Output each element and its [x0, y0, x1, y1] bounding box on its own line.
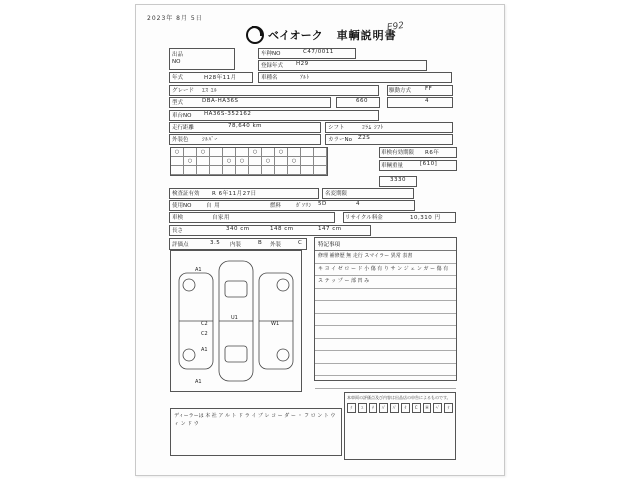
use-label: 使用NO [172, 203, 192, 209]
legal-equipment-icon: H [423, 403, 432, 413]
legal-equipment-icon: C [412, 403, 421, 413]
car-outline-icon [171, 251, 301, 391]
legal-equipment-icon: ﾅ [444, 403, 453, 413]
usage-label: 名変期限 [325, 191, 348, 197]
grade-box [169, 85, 379, 96]
inspection-value: R6年 [425, 150, 440, 156]
equipment-cell [223, 148, 236, 157]
brand-name: ベイオーク [268, 29, 323, 42]
dealer-text: ディーラーは 本 社 ア ル ト ド ラ イ ブ レ コ ー ダ ー ・ フ ロ ン ト ウ ィ ン ド ウ [174, 413, 336, 427]
equipment-cell: ○ [184, 157, 197, 166]
length-value: 340 cm [226, 226, 250, 232]
mileage-value: 78,640 km [228, 123, 263, 129]
owner-label: 車検 [172, 215, 184, 221]
mark-front-left: A1 [195, 267, 202, 273]
mark-left-upper: C2 [201, 321, 208, 327]
equipment-cell: ○ [288, 157, 301, 166]
dealer-box [170, 408, 342, 456]
mark-left-lower: C2 [201, 331, 208, 337]
use-value: 自 用 [206, 203, 221, 209]
inspection-label: 車検有効期限 [381, 150, 415, 156]
legal-equipment-icon: ﾍﾞ [433, 403, 442, 413]
owner-box [169, 212, 335, 223]
legal-equipment-icon: ﾊﾟ [379, 403, 388, 413]
weight-value: [610] [420, 161, 438, 167]
model-label: 登録年式 [261, 63, 284, 69]
equipment-cell: ○ [236, 157, 249, 166]
seat-value: 4 [425, 98, 429, 104]
car-damage-diagram [170, 250, 302, 392]
document-title: 車輌説明書 [336, 29, 397, 42]
length-label: 長さ [172, 228, 184, 234]
equipment-cell: ○ [262, 157, 275, 166]
document-date: 2023年 8月 5日 [147, 15, 203, 22]
legal-equipment-icon: ﾃ [369, 403, 378, 413]
notes-row [315, 339, 456, 352]
fuel-label: 燃料 [270, 203, 282, 209]
colorno-label: カラーNo [328, 137, 352, 143]
legal-equipment-icon: ﾊﾟ [390, 403, 399, 413]
inspect-date-label: 検査証有効 [172, 191, 200, 197]
vehicle-value: ｱﾙﾄ [300, 75, 310, 81]
chassis-box [169, 110, 379, 121]
recycle-value: 10,310 円 [410, 215, 441, 221]
drive-value: FF [425, 86, 433, 92]
equipment-cell [197, 157, 210, 166]
notes-row [315, 289, 456, 302]
stock-label: 车种NO [261, 51, 281, 57]
fuel-value: ｶﾞｿﾘﾝ [296, 203, 312, 209]
mark-center: U1 [231, 315, 238, 321]
color-label: 外装色 [172, 137, 189, 143]
legal-equipment-icon: ﾅ [347, 403, 356, 413]
equipment-cell [210, 166, 223, 175]
notes-panel [314, 237, 457, 381]
mark-left-mid: A1 [201, 347, 208, 353]
equipment-cell [288, 148, 301, 157]
stock-value: C47/0011 [303, 49, 334, 55]
exterior-value: C [298, 240, 303, 246]
equipment-cell [171, 166, 184, 175]
lot-label: 出品 [172, 52, 184, 58]
year-value: H28年11月 [204, 75, 237, 81]
chassis-value: HA36S-352162 [204, 111, 252, 117]
equipment-cell [210, 157, 223, 166]
legal-equipment-icon: ﾀ [401, 403, 410, 413]
notes-row [315, 326, 456, 339]
equipment-cell: ○ [275, 148, 288, 157]
inspect-date-value: R 6年11月27日 [212, 191, 257, 197]
equipment-cell: ○ [197, 148, 210, 157]
height-value: 147 cm [318, 226, 342, 232]
shift-label: シフト [328, 125, 345, 131]
interior-value: B [258, 240, 263, 246]
equipment-cell [171, 157, 184, 166]
equipment-cell [301, 157, 314, 166]
equipment-cell [275, 166, 288, 175]
legal-equipment-icon: ｴ [358, 403, 367, 413]
seat-box [387, 97, 453, 108]
equipment-cell [236, 166, 249, 175]
no-label: NO [172, 59, 181, 65]
equipment-cell [275, 157, 288, 166]
equipment-cell [249, 157, 262, 166]
notes-row [315, 351, 456, 364]
vehicle-box [258, 72, 452, 83]
grade-value: ｴｽ ｴﾙ [202, 88, 218, 94]
notes-row [315, 364, 456, 377]
equipment-cell [223, 166, 236, 175]
equipment-cell [314, 157, 327, 166]
type-value: DBA-HA36S [202, 98, 239, 104]
notes-row: ス テ ッ プ ー 部 凹 み [315, 276, 456, 289]
equipment-cell [184, 166, 197, 175]
equipment-cell [301, 148, 314, 157]
notes-row [315, 301, 456, 314]
notes-header: 特記事項 [315, 238, 456, 251]
legal-text: 本車両の評価点及び内容は出品店の申告によるものです。 [347, 395, 451, 400]
equipment-cell [184, 148, 197, 157]
mark-rear: A1 [195, 379, 202, 385]
type-box [169, 97, 331, 108]
equipment-cell [262, 148, 275, 157]
evaluation-score: 3.5 [210, 240, 221, 246]
equipment-cell [314, 166, 327, 175]
equipment-cell: ○ [171, 148, 184, 157]
notes-row [315, 376, 456, 389]
mileage-label: 走行距離 [172, 125, 195, 131]
equipment-cell [197, 166, 210, 175]
equipment-cell [249, 166, 262, 175]
legal-icons [347, 403, 453, 413]
header-logo [246, 26, 397, 44]
mark-right-mid: W1 [271, 321, 280, 327]
seat-count-value: 4 [356, 201, 360, 207]
equipment-cell [314, 148, 327, 157]
weight-label: 車輌重量 [381, 163, 404, 169]
vehicle-label: 車種名 [261, 75, 278, 81]
displacement-value: 660 [356, 98, 368, 104]
handwritten-note: E92 [386, 20, 405, 34]
equipment-cell [210, 148, 223, 157]
owner-value: 自家用 [212, 215, 231, 221]
recycle-label: リサイクル料金 [345, 215, 383, 221]
equipment-cell: ○ [223, 157, 236, 166]
year-label: 年式 [172, 75, 184, 81]
equipment-cell [262, 166, 275, 175]
width-value: 148 cm [270, 226, 294, 232]
interior-label: 内装 [230, 242, 242, 248]
colorno-value: Z2S [358, 135, 371, 141]
capacity-value: 3330 [390, 177, 406, 183]
model-value: H29 [296, 61, 309, 67]
type-label: 型式 [172, 100, 184, 106]
color-value: ｼﾙﾊﾞｰ [202, 137, 218, 143]
door-value: 5D [318, 201, 327, 207]
legal-box [344, 392, 456, 460]
equipment-cell: ○ [249, 148, 262, 157]
equipment-cell [301, 166, 314, 175]
evaluation-label: 評価点 [172, 242, 189, 248]
model-box [258, 60, 427, 71]
notes-row [315, 314, 456, 327]
notes-row: キ ヨ イ ゼ ロ ー ド 小 傷 有 り サ ン ジ ェ ン ガ ー 傷 有 [315, 264, 456, 277]
exterior-label: 外装 [270, 242, 282, 248]
grade-label: グレード [172, 88, 195, 94]
equipment-cell [288, 166, 301, 175]
shift-value: ｺﾗﾑ ｼﾌﾄ [362, 125, 384, 131]
brand-logo-icon [246, 26, 264, 44]
equipment-cell [236, 148, 249, 157]
chassis-label: 車台NO [172, 113, 192, 119]
notes-row: 修理 補修歴 無 走行 スマイラー 異常 表書 [315, 251, 456, 264]
color-box [169, 134, 321, 145]
drive-label: 駆動方式 [389, 88, 412, 94]
equipment-grid [170, 147, 328, 176]
